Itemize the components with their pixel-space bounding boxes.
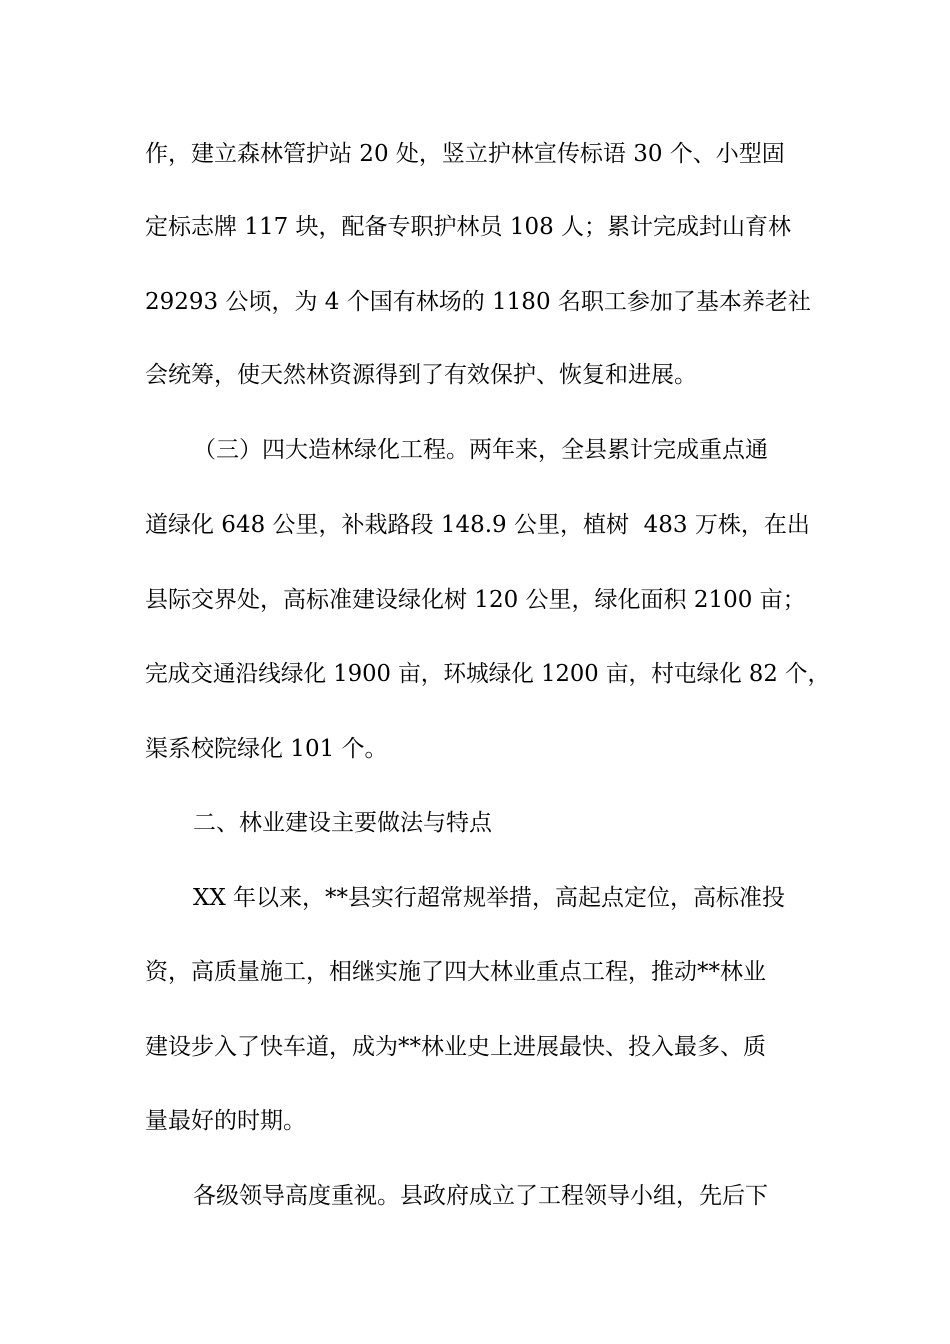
text-line: 定标志牌 117 块，配备专职护林员 108 人；累计完成封山育林: [145, 214, 792, 240]
paragraph-start: XX 年以来，**县实行超常规举措，高起点定位，高标准投: [193, 885, 786, 911]
text-line: 道绿化 648 公里，补栽路段 148.9 公里，植树 483 万株，在出: [145, 512, 810, 538]
text-line: 量最好的时期。: [145, 1108, 306, 1134]
section-heading-3: （三）四大造林绿化工程。两年来，全县累计完成重点通: [193, 437, 768, 463]
text-line: 建设步入了快车道，成为**林业史上进展最快、投入最多、质: [145, 1034, 766, 1060]
text-line: 29293 公顷，为 4 个国有林场的 1180 名职工参加了基本养老社: [145, 289, 811, 315]
text-line: 会统筹，使天然林资源得到了有效保护、恢复和进展。: [145, 362, 697, 388]
text-line: 完成交通沿线绿化 1900 亩，环城绿化 1200 亩，村屯绿化 82 个，: [145, 661, 831, 687]
text-line: 县际交界处，高标准建设绿化树 120 公里，绿化面积 2100 亩；: [145, 587, 806, 613]
section-heading-2: 二、林业建设主要做法与特点: [193, 810, 492, 836]
paragraph-start: 各级领导高度重视。县政府成立了工程领导小组，先后下: [193, 1183, 768, 1209]
text-line: 作，建立森林管护站 20 处，竖立护林宣传标语 30 个、小型固: [145, 141, 785, 167]
text-line: 资，高质量施工，相继实施了四大林业重点工程，推动**林业: [145, 959, 766, 985]
text-line: 渠系校院绿化 101 个。: [145, 736, 388, 762]
